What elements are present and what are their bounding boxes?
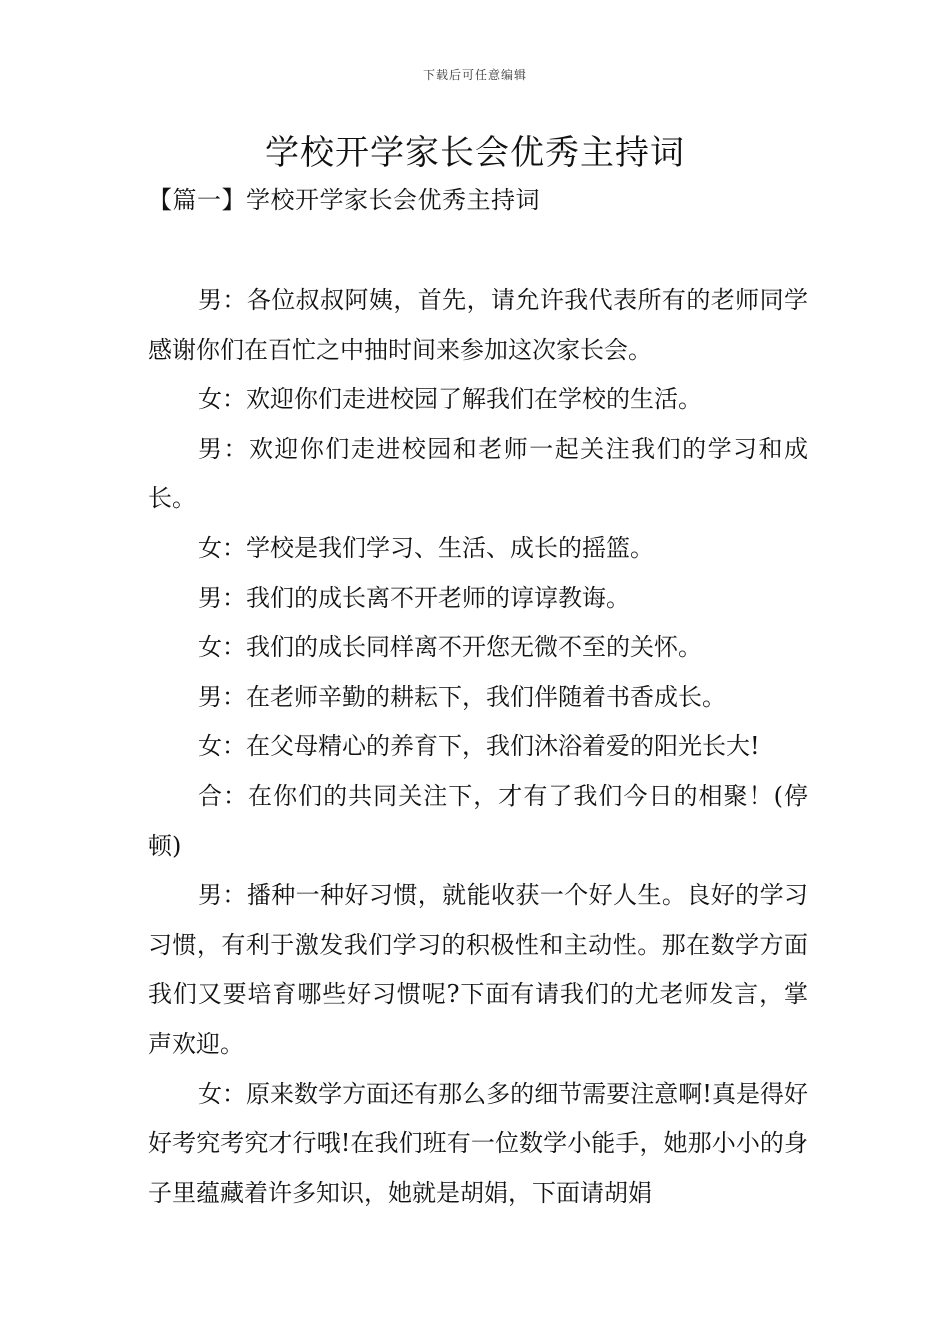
section-heading: 【篇一】学校开学家长会优秀主持词: [148, 186, 540, 214]
paragraph-2: 女：欢迎你们走进校园了解我们在学校的生活。: [198, 385, 702, 414]
document-title: 学校开学家长会优秀主持词: [265, 133, 685, 173]
paragraph-3: 男：欢迎你们走进校园和老师一起关注我们的学习和成长。: [148, 434, 808, 513]
paragraph-7: 男：在老师辛勤的耕耘下，我们伴随着书香成长。: [198, 682, 726, 711]
paragraph-6: 女：我们的成长同样离不开您无微不至的关怀。: [198, 633, 702, 662]
paragraph-11: 女：原来数学方面还有那么多的细节需要注意啊!真是得好好考究考究才行哦!在我们班有一位数学小能手，她那小小的身子里蕴藏着许多知识，她就是胡娟，下面请胡娟: [148, 1079, 808, 1207]
document-body: [148, 276, 808, 1218]
page-header-note: 下载后可任意编辑: [422, 68, 527, 82]
paragraph-9: 合：在你们的共同关注下，才有了我们今日的相聚！(停顿): [148, 781, 808, 860]
paragraph-8: 女：在父母精心的养育下，我们沐浴着爱的阳光长大!: [198, 732, 760, 761]
paragraph-10: 男：播种一种好习惯，就能收获一个好人生。良好的学习习惯，有利于激发我们学习的积极性和主动性。那在数学方面我们又要培育哪些好习惯呢?下面有请我们的尤老师发言，掌声欢迎。: [148, 881, 808, 1058]
paragraph-1: 男：各位叔叔阿姨，首先，请允许我代表所有的老师同学感谢你们在百忙之中抽时间来参加这次家长会。: [148, 286, 808, 364]
paragraph-5: 男：我们的成长离不开老师的谆谆教诲。: [198, 583, 630, 612]
paragraph-4: 女：学校是我们学习、生活、成长的摇篮。: [198, 533, 654, 562]
